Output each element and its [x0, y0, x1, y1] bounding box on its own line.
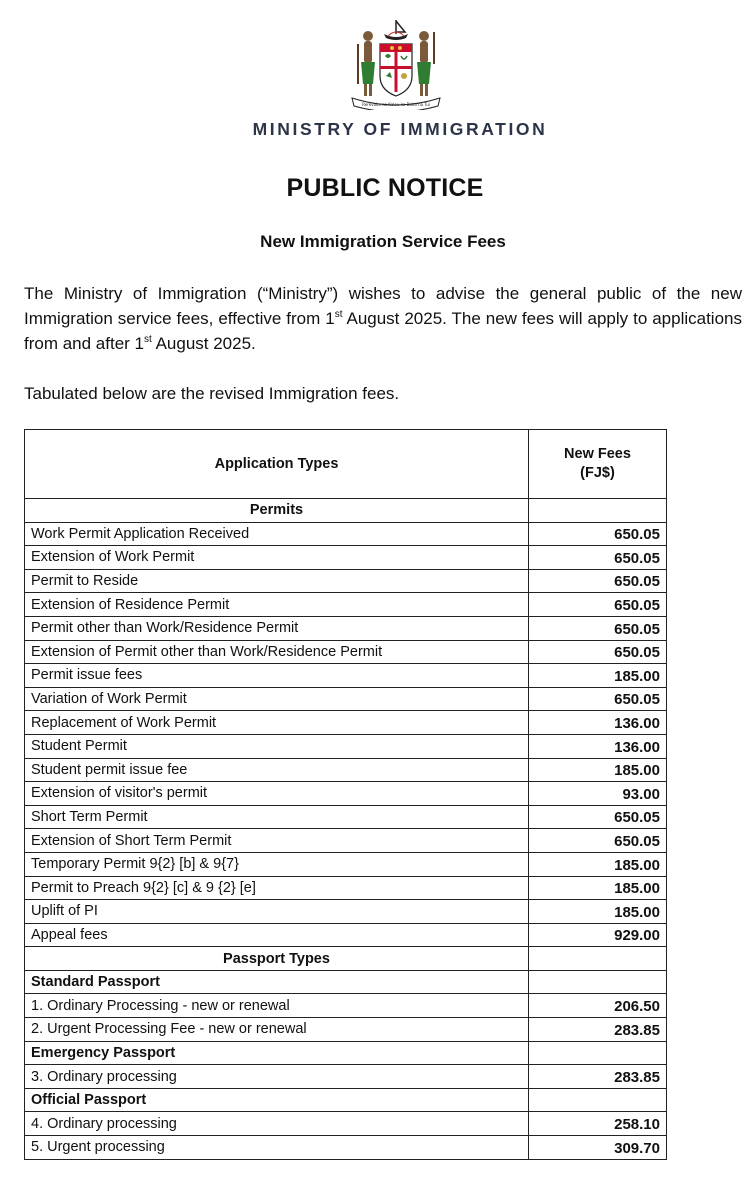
application-type-cell: Appeal fees: [25, 923, 529, 947]
application-type-cell: Extension of Work Permit: [25, 546, 529, 570]
table-header-row: [25, 430, 667, 499]
table-row: [25, 687, 667, 711]
fee-cell: 93.00: [529, 782, 667, 806]
table-row: [25, 923, 667, 947]
application-type-cell: Temporary Permit 9{2} [b] & 9{7}: [25, 852, 529, 876]
fee-cell: 206.50: [529, 994, 667, 1018]
fee-cell: 185.00: [529, 876, 667, 900]
subsection-heading: Emergency Passport: [25, 1041, 529, 1065]
application-type-cell: 5. Urgent processing: [25, 1136, 529, 1160]
application-type-cell: Work Permit Application Received: [25, 522, 529, 546]
application-types-header: Application Types: [25, 430, 529, 499]
ministry-name: MINISTRY OF IMMIGRATION: [252, 119, 548, 139]
section-row: [25, 947, 667, 971]
application-type-cell: Extension of visitor's permit: [25, 782, 529, 806]
application-type-cell: Permit other than Work/Residence Permit: [25, 616, 529, 640]
table-row: [25, 616, 667, 640]
fee-cell: 136.00: [529, 711, 667, 735]
fees-table: [24, 429, 667, 1160]
application-type-cell: Replacement of Work Permit: [25, 711, 529, 735]
notice-subtitle: New Immigration Service Fees: [260, 232, 506, 251]
table-row: [25, 1065, 667, 1089]
table-row: [25, 876, 667, 900]
fee-cell: 650.05: [529, 805, 667, 829]
fee-cell: 283.85: [529, 1018, 667, 1042]
table-row: [25, 994, 667, 1018]
application-type-cell: Uplift of PI: [25, 900, 529, 924]
table-row: [25, 1136, 667, 1160]
table-row: [25, 734, 667, 758]
application-type-cell: Student permit issue fee: [25, 758, 529, 782]
table-row: [25, 546, 667, 570]
table-row: [25, 805, 667, 829]
application-type-cell: 1. Ordinary Processing - new or renewal: [25, 994, 529, 1018]
fee-cell: [529, 499, 667, 523]
application-type-cell: Extension of Residence Permit: [25, 593, 529, 617]
fee-cell: [529, 947, 667, 971]
subsection-row: [25, 970, 667, 994]
fee-cell: 929.00: [529, 923, 667, 947]
page-title: PUBLIC NOTICE: [286, 174, 484, 202]
fee-cell: 650.05: [529, 829, 667, 853]
application-type-cell: 2. Urgent Processing Fee - new or renewal: [25, 1018, 529, 1042]
table-row: [25, 758, 667, 782]
table-row: [25, 593, 667, 617]
fee-cell: 650.05: [529, 569, 667, 593]
fee-cell: 650.05: [529, 640, 667, 664]
application-type-cell: Permit to Preach 9{2} [c] & 9 {2} [e]: [25, 876, 529, 900]
table-row: [25, 782, 667, 806]
fee-cell: 650.05: [529, 593, 667, 617]
table-row: [25, 852, 667, 876]
fee-cell: [529, 970, 667, 994]
fee-cell: 185.00: [529, 758, 667, 782]
section-row: [25, 499, 667, 523]
fee-cell: [529, 1088, 667, 1112]
section-heading: Permits: [25, 499, 529, 523]
application-type-cell: Student Permit: [25, 734, 529, 758]
subsection-row: [25, 1088, 667, 1112]
application-type-cell: 4. Ordinary processing: [25, 1112, 529, 1136]
application-type-cell: Extension of Short Term Permit: [25, 829, 529, 853]
application-type-cell: Variation of Work Permit: [25, 687, 529, 711]
application-type-cell: Permit issue fees: [25, 664, 529, 688]
fee-cell: 283.85: [529, 1065, 667, 1089]
application-type-cell: Short Term Permit: [25, 805, 529, 829]
fee-cell: 650.05: [529, 522, 667, 546]
fee-cell: 136.00: [529, 734, 667, 758]
table-intro-text: Tabulated below are the revised Immigration fees.: [24, 384, 400, 403]
table-row: [25, 711, 667, 735]
svg-text:Rerevaka na Kalou ka Doka na T: Rerevaka na Kalou ka Doka na Tui: [362, 102, 430, 107]
subsection-row: [25, 1041, 667, 1065]
fee-cell: 650.05: [529, 687, 667, 711]
fee-cell: 650.05: [529, 616, 667, 640]
table-row: [25, 522, 667, 546]
table-row: [25, 640, 667, 664]
application-type-cell: Permit to Reside: [25, 569, 529, 593]
fee-cell: 185.00: [529, 664, 667, 688]
application-type-cell: Extension of Permit other than Work/Residence Permit: [25, 640, 529, 664]
application-type-cell: 3. Ordinary processing: [25, 1065, 529, 1089]
table-row: [25, 829, 667, 853]
intro-paragraph: The Ministry of Immigration (“Ministry”) wishes to advise the general public of the new Immigration service fees, effective from 1st August 2025. The new fees will apply to applications from and after 1st August 2025.: [24, 284, 742, 353]
fee-cell: 185.00: [529, 900, 667, 924]
fee-cell: [529, 1041, 667, 1065]
table-row: [25, 1018, 667, 1042]
new-fees-header: New Fees (FJ$): [529, 430, 667, 499]
table-row: [25, 569, 667, 593]
fee-cell: 650.05: [529, 546, 667, 570]
subsection-heading: Standard Passport: [25, 970, 529, 994]
fee-cell: 258.10: [529, 1112, 667, 1136]
subsection-heading: Official Passport: [25, 1088, 529, 1112]
section-heading: Passport Types: [25, 947, 529, 971]
fee-cell: 185.00: [529, 852, 667, 876]
table-row: [25, 1112, 667, 1136]
coat-of-arms-image: [348, 14, 444, 110]
fee-cell: 309.70: [529, 1136, 667, 1160]
table-row: [25, 664, 667, 688]
table-row: [25, 900, 667, 924]
